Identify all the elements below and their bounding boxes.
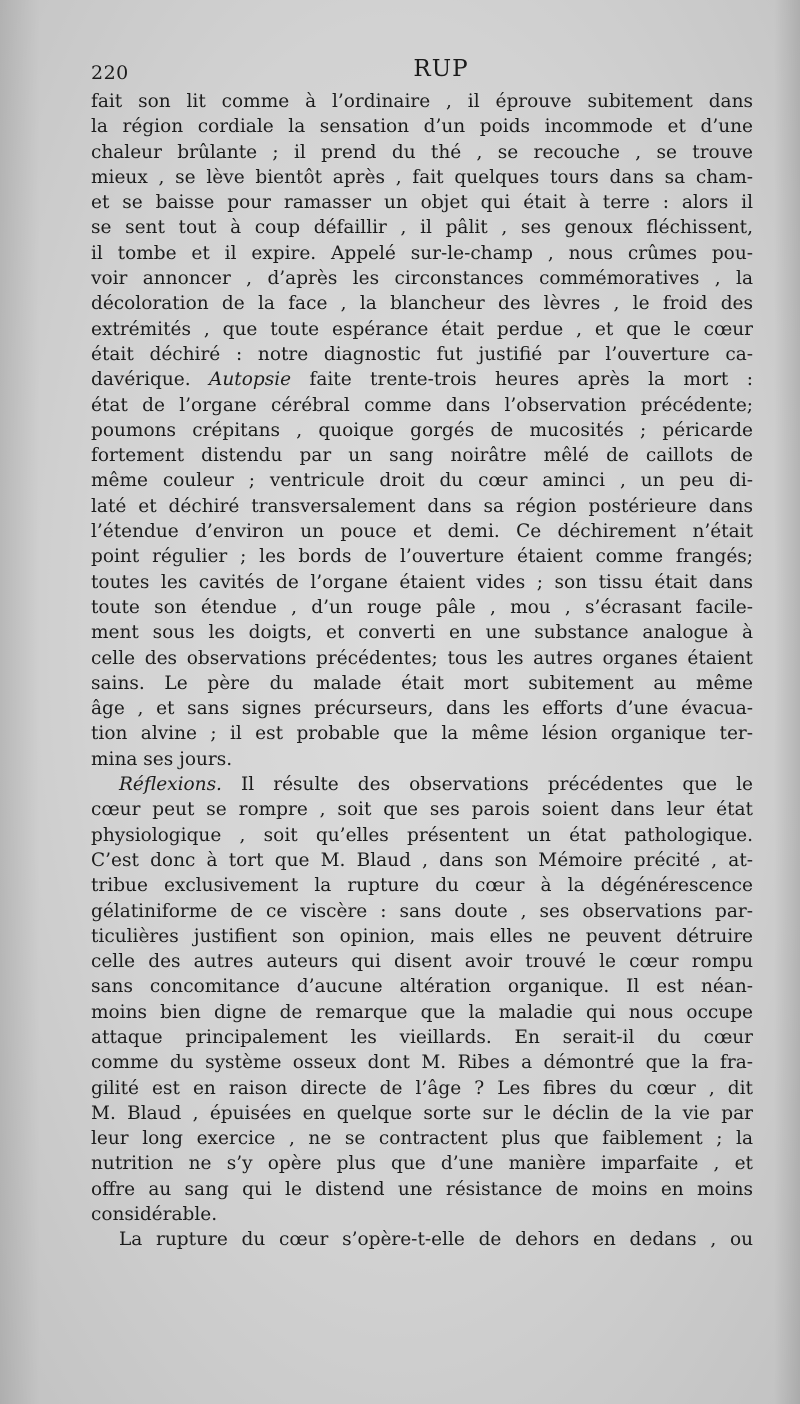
text-line: mieux , se lève bientôt après , fait quelques tours dans sa cham- [91,166,753,188]
text-line: état de l’organe cérébral comme dans l’observation précédente; [91,394,753,416]
page-header [91,56,753,88]
text-line: point régulier ; les bords de l’ouverture étaient comme frangés; [91,546,753,568]
text-line: ment sous les doigts, et converti en une substance analogue à [91,622,753,644]
body-text [91,89,753,1253]
page-number: 220 [91,62,129,84]
text-line: moins bien digne de remarque que la maladie qui nous occupe [91,1001,753,1023]
text-line: nutrition ne s’y opère plus que d’une manière imparfaite , et [91,1153,753,1175]
text-line: poumons crépitans , quoique gorgés de mucosités ; péricarde [91,419,753,441]
text-line: Réflexions. Il résulte des observations précédentes que le [119,774,753,796]
text-line: l’étendue d’environ un pouce et demi. Ce déchirement n’était [91,521,753,543]
text-line: M. Blaud , épuisées en quelque sorte sur le déclin de la vie par [91,1102,753,1124]
text-line: offre au sang qui le distend une résistance de moins en moins [91,1178,753,1200]
text-line: La rupture du cœur s’opère-t-elle de dehors en dedans , ou [119,1229,753,1251]
text-line: était déchiré : notre diagnostic fut justifié par l’ouverture ca- [91,343,753,365]
text-line: considérable. [91,1204,218,1226]
text-line: voir annoncer , d’après les circonstances commémoratives , la [91,268,753,290]
text-line: celle des observations précédentes; tous les autres organes étaient [91,647,753,669]
page-gutter-shadow [0,0,40,1404]
text-line: physiologique , soit qu’elles présentent un état pathologique. [91,824,753,846]
text-line: gilité est en raison directe de l’âge ? Les fibres du cœur , dit [91,1077,753,1099]
text-line: toute son étendue , d’un rouge pâle , mou , s’écrasant facile- [91,596,753,618]
text-line: C’est donc à tort que M. Blaud , dans son Mémoire précité , at- [91,849,753,871]
text-line: attaque principalement les vieillards. En serait-il du cœur [91,1026,753,1048]
text-line: la région cordiale la sensation d’un poids incommode et d’une [91,116,753,138]
running-head: RUP [413,56,469,82]
text-line: gélatiniforme de ce viscère : sans doute , ses observations par- [91,900,753,922]
text-line: comme du système osseux dont M. Ribes a démontré que la fra- [91,1052,753,1074]
page-edge-shadow [774,0,800,1404]
italic-term: Réflexions. [119,774,222,796]
text-line: se sent tout à coup défaillir , il pâlit , ses genoux fléchissent, [91,217,753,239]
text-line: davérique. Autopsie faite trente-trois heures après la mort : [91,369,753,391]
text-line: toutes les cavités de l’organe étaient vides ; son tissu était dans [91,571,753,593]
text-line: extrémités , que toute espérance était perdue , et que le cœur [91,318,753,340]
text-line: mina ses jours. [91,748,233,770]
text-line: âge , et sans signes précurseurs, dans les efforts d’une évacua- [91,698,753,720]
text-line: ticulières justifient son opinion, mais elles ne peuvent détruire [91,925,753,947]
text-line: sains. Le père du malade était mort subitement au même [91,672,753,694]
italic-term: Autopsie [209,369,292,391]
text-line: sans concomitance d’aucune altération organique. Il est néan- [91,976,753,998]
text-line: il tombe et il expire. Appelé sur-le-champ , nous crûmes pou- [91,242,753,264]
text-line: tribue exclusivement la rupture du cœur à la dégénérescence [91,875,753,897]
text-line: leur long exercice , ne se contractent plus que faiblement ; la [91,1128,753,1150]
text-line: cœur peut se rompre , soit que ses parois soient dans leur état [91,799,753,821]
text-line: fortement distendu par un sang noirâtre mêlé de caillots de [91,445,753,467]
text-line: celle des autres auteurs qui disent avoir trouvé le cœur rompu [91,951,753,973]
text-line: tion alvine ; il est probable que la même lésion organique ter- [91,723,753,745]
text-line: même couleur ; ventricule droit du cœur aminci , un peu di- [91,470,753,492]
text-line: chaleur brûlante ; il prend du thé , se recouche , se trouve [91,141,753,163]
text-line: et se baisse pour ramasser un objet qui était à terre : alors il [91,192,753,214]
text-line: laté et déchiré transversalement dans sa région postérieure dans [91,495,753,517]
text-line: décoloration de la face , la blancheur des lèvres , le froid des [91,293,753,315]
text-line: fait son lit comme à l’ordinaire , il éprouve subitement dans [91,91,753,112]
